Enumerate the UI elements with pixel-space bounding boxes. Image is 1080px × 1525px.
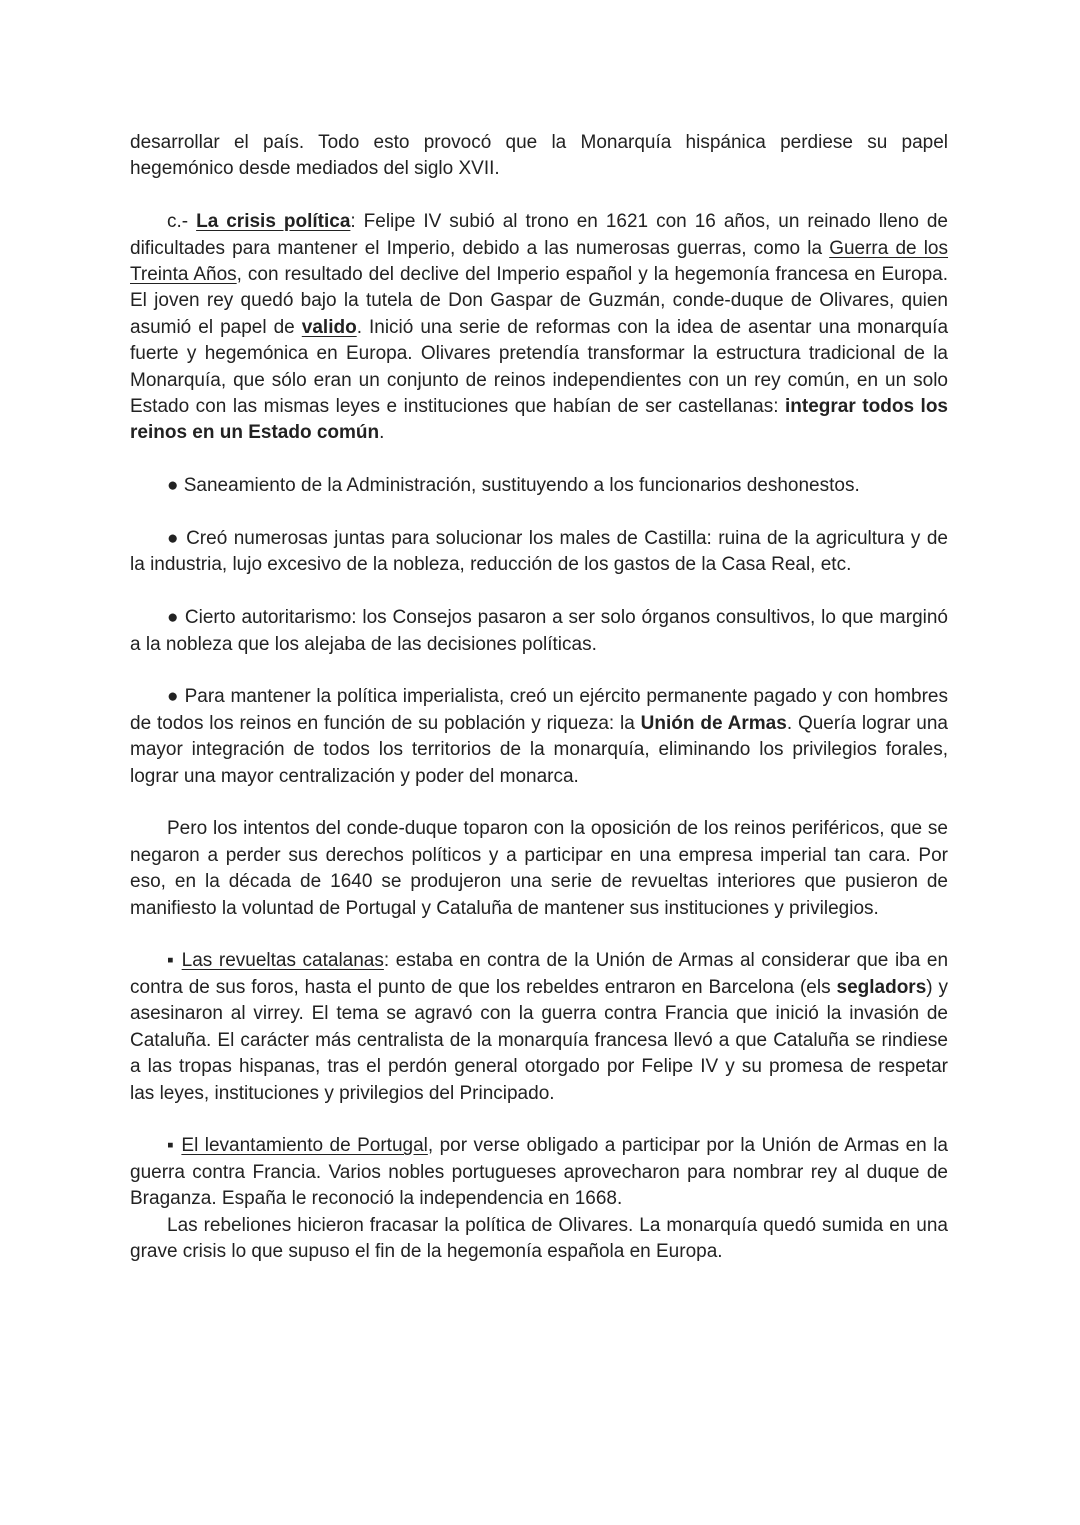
paragraph-oposicion — [130, 816, 948, 922]
text: ● Para mantener la política imperialista, creó un ejército permanente pagado y con hombres de todos los reinos en función de su población y riqueza: la — [130, 686, 948, 734]
bold-term: Unión de Armas — [640, 712, 787, 734]
text: ● Cierto autoritarismo: los Consejos pasaron a ser solo órganos consultivos, lo que marginó a la nobleza que los alejaba de las decisiones políticas. — [130, 607, 948, 655]
bullet-item — [130, 684, 948, 790]
text: , por verse obligado a participar por la Unión de Armas en la guerra contra Francia. Varios nobles portugueses aprovecharon para nombrar rey al duque de Braganza. España le reconoció la independencia en 1668. — [130, 1135, 948, 1210]
text: . Quería lograr una mayor integración de todos los territorios de la monarquía, eliminando los privilegios forales, lograr una mayor centralización y poder del monarca. — [130, 712, 948, 787]
bullet-item — [130, 605, 948, 658]
text: ) y asesinaron al virrey. El tema se agravó con la guerra contra Francia que inició la invasión de Cataluña. El carácter más centralista de la monarquía francesa llevó a que Cataluña se rindiese a las tropas hispanas, tras el perdón general otorgado por Felipe IV y su promesa de respetar las leyes, instituciones y privilegios del Principado. — [130, 976, 948, 1104]
paragraph-intro — [130, 130, 948, 183]
underlined-term: Guerra de los Treinta Años — [130, 237, 949, 286]
square-bullet: ▪ — [167, 1135, 182, 1157]
bold-term: integrar todos los reinos en un Estado común — [130, 396, 948, 444]
text: : Felipe IV subió al trono en 1621 con 16 años, un reinado lleno de dificultades para mantener el Imperio, debido a las numerosas guerras, como la — [130, 211, 948, 259]
paragraph-crisis-politica — [130, 209, 948, 447]
text: c.- — [167, 211, 197, 233]
section-heading: La crisis política — [196, 211, 351, 233]
document-page — [130, 130, 948, 1292]
subitem-revueltas-catalanas — [130, 948, 948, 1106]
underlined-term: Las revueltas catalanas — [181, 950, 384, 972]
text: , con resultado del declive del Imperio español y la hegemonía francesa en Europa. El joven rey quedó bajo la tutela de Don Gaspar de Guzmán, conde-duque de Olivares, quien asumió el papel de — [130, 264, 948, 338]
text: . Inició una serie de reformas con la idea de asentar una monarquía fuerte y hegemónica en Europa. Olivares pretendía transformar la estructura tradicional de la Monarquía, que sólo eran un conjunto de reinos independientes con un rey común, en un solo Estado con las mismas leyes e instituciones que habían de ser castellanas: — [130, 316, 949, 418]
bullet-item — [130, 526, 948, 579]
underlined-term: El levantamiento de Portugal — [181, 1135, 428, 1157]
bold-term: valido — [301, 316, 357, 338]
square-bullet: ▪ — [167, 950, 182, 972]
text: : estaba en contra de la Unión de Armas al considerar que iba en contra de sus foros, hasta el punto de que los rebeldes entraron en Barcelona (els — [130, 950, 949, 998]
text: . — [379, 422, 385, 444]
paragraph-conclusion — [130, 1213, 948, 1266]
text: desarrollar el país. Todo esto provocó que la Monarquía hispánica perdiese su papel hegemónico desde mediados del siglo XVII. — [130, 132, 948, 180]
bold-term: segladors — [836, 976, 927, 998]
text: Pero los intentos del conde-duque toparon con la oposición de los reinos periféricos, que se negaron a perder sus derechos políticos y a participar en una empresa imperial tan cara. Por eso, en la década de 1640 se produjeron una serie de revueltas interiores que pusieron de manifiesto la voluntad de Portugal y Cataluña de mantener sus instituciones y privilegios. — [130, 818, 948, 919]
text: ● Saneamiento de la Administración, sustituyendo a los funcionarios deshonestos. — [167, 475, 860, 497]
text: ● Creó numerosas juntas para solucionar los males de Castilla: ruina de la agricultura y de la industria, lujo excesivo de la nobleza, reducción de los gastos de la Casa Real, etc. — [130, 528, 948, 576]
text: Las rebeliones hicieron fracasar la política de Olivares. La monarquía quedó sumida en una grave crisis lo que supuso el fin de la hegemonía española en Europa. — [130, 1214, 948, 1262]
bullet-item — [130, 473, 948, 499]
subitem-portugal — [130, 1133, 948, 1212]
